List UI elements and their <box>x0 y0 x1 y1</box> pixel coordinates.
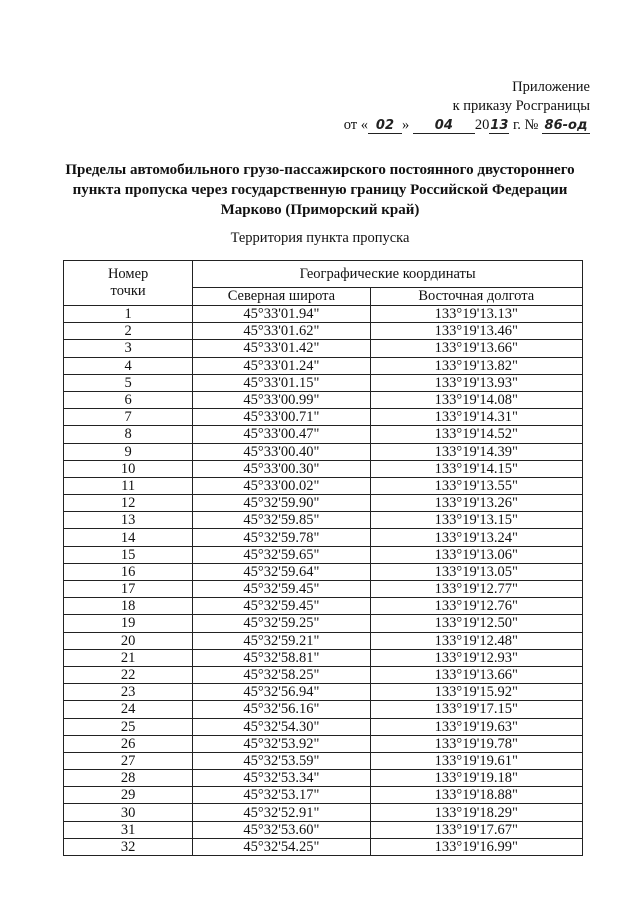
cell-latitude: 45°32'59.64" <box>193 563 370 580</box>
title-line-3: Марково (Приморский край) <box>220 202 420 218</box>
table-row <box>64 770 583 787</box>
appendix-label: Приложение <box>512 79 590 95</box>
cell-latitude: 45°33'01.62" <box>193 323 370 340</box>
table-row <box>64 340 583 357</box>
cell-latitude: 45°32'56.16" <box>193 701 370 718</box>
cell-point-number: 3 <box>64 340 193 357</box>
cell-longitude: 133°19'19.78" <box>370 735 582 752</box>
cell-latitude: 45°32'54.25" <box>193 838 370 855</box>
table-row <box>64 460 583 477</box>
cell-longitude: 133°19'13.66" <box>370 666 582 683</box>
table-row <box>64 443 583 460</box>
table-row <box>64 374 583 391</box>
cell-longitude: 133°19'13.15" <box>370 512 582 529</box>
header-point-number <box>64 261 193 306</box>
cell-latitude: 45°32'59.78" <box>193 529 370 546</box>
date-year-suffix: 13 <box>490 118 509 133</box>
cell-point-number: 23 <box>64 684 193 701</box>
cell-longitude: 133°19'14.15" <box>370 460 582 477</box>
cell-latitude: 45°32'54.30" <box>193 718 370 735</box>
title-line-2: пункта пропуска через государственную границу Российской Федерации <box>72 182 568 198</box>
table-row <box>64 357 583 374</box>
cell-latitude: 45°32'53.17" <box>193 787 370 804</box>
cell-point-number: 1 <box>64 306 193 323</box>
cell-point-number: 7 <box>64 409 193 426</box>
table-row <box>64 649 583 666</box>
table-row <box>64 477 583 494</box>
table-row <box>64 529 583 546</box>
cell-latitude: 45°32'59.21" <box>193 632 370 649</box>
table-row <box>64 598 583 615</box>
cell-point-number: 30 <box>64 804 193 821</box>
cell-point-number: 14 <box>64 529 193 546</box>
table-row <box>64 426 583 443</box>
section-subtitle: Территория пункта пропуска <box>230 230 410 246</box>
cell-point-number: 26 <box>64 735 193 752</box>
date-month: 04 <box>413 118 475 134</box>
cell-latitude: 45°33'00.99" <box>193 391 370 408</box>
cell-point-number: 25 <box>64 718 193 735</box>
table-row <box>64 684 583 701</box>
cell-longitude: 133°19'12.48" <box>370 632 582 649</box>
cell-longitude: 133°19'13.24" <box>370 529 582 546</box>
cell-point-number: 28 <box>64 770 193 787</box>
cell-point-number: 2 <box>64 323 193 340</box>
cell-point-number: 12 <box>64 495 193 512</box>
cell-latitude: 45°33'00.40" <box>193 443 370 460</box>
cell-longitude: 133°19'12.76" <box>370 598 582 615</box>
table-row <box>64 752 583 769</box>
cell-latitude: 45°33'00.71" <box>193 409 370 426</box>
cell-longitude: 133°19'15.92" <box>370 684 582 701</box>
cell-point-number: 13 <box>64 512 193 529</box>
cell-longitude: 133°19'14.08" <box>370 391 582 408</box>
cell-latitude: 45°32'59.65" <box>193 546 370 563</box>
header-longitude: Восточная долгота <box>370 288 582 306</box>
cell-latitude: 45°33'00.30" <box>193 460 370 477</box>
cell-point-number: 17 <box>64 581 193 598</box>
table-row <box>64 701 583 718</box>
cell-point-number: 18 <box>64 598 193 615</box>
cell-point-number: 5 <box>64 374 193 391</box>
coordinates-table <box>63 260 583 856</box>
cell-point-number: 29 <box>64 787 193 804</box>
order-number-label: г. № <box>512 117 539 133</box>
cell-latitude: 45°33'00.02" <box>193 477 370 494</box>
cell-latitude: 45°32'59.45" <box>193 581 370 598</box>
cell-longitude: 133°19'19.63" <box>370 718 582 735</box>
document-title <box>40 160 600 220</box>
date-separator: » <box>401 117 410 133</box>
table-row <box>64 735 583 752</box>
coordinates-table-body <box>64 306 583 856</box>
table-row <box>64 495 583 512</box>
cell-point-number: 8 <box>64 426 193 443</box>
cell-longitude: 133°19'14.31" <box>370 409 582 426</box>
table-row <box>64 306 583 323</box>
cell-latitude: 45°33'01.24" <box>193 357 370 374</box>
cell-latitude: 45°32'59.25" <box>193 615 370 632</box>
table-row <box>64 581 583 598</box>
table-row <box>64 615 583 632</box>
cell-latitude: 45°32'59.85" <box>193 512 370 529</box>
cell-longitude: 133°19'13.26" <box>370 495 582 512</box>
cell-latitude: 45°32'58.81" <box>193 649 370 666</box>
title-line-1: Пределы автомобильного грузо-пассажирского постоянного двустороннего <box>65 162 575 178</box>
cell-point-number: 9 <box>64 443 193 460</box>
cell-point-number: 20 <box>64 632 193 649</box>
cell-longitude: 133°19'13.82" <box>370 357 582 374</box>
cell-longitude: 133°19'13.66" <box>370 340 582 357</box>
cell-latitude: 45°32'53.92" <box>193 735 370 752</box>
cell-longitude: 133°19'12.93" <box>370 649 582 666</box>
cell-latitude: 45°32'53.60" <box>193 821 370 838</box>
cell-longitude: 133°19'19.61" <box>370 752 582 769</box>
table-row <box>64 546 583 563</box>
cell-longitude: 133°19'13.05" <box>370 563 582 580</box>
cell-longitude: 133°19'19.18" <box>370 770 582 787</box>
cell-point-number: 22 <box>64 666 193 683</box>
cell-longitude: 133°19'13.93" <box>370 374 582 391</box>
cell-point-number: 21 <box>64 649 193 666</box>
table-row <box>64 632 583 649</box>
cell-longitude: 133°19'13.46" <box>370 323 582 340</box>
cell-longitude: 133°19'18.88" <box>370 787 582 804</box>
cell-point-number: 32 <box>64 838 193 855</box>
cell-point-number: 15 <box>64 546 193 563</box>
table-row <box>64 666 583 683</box>
cell-longitude: 133°19'17.15" <box>370 701 582 718</box>
cell-point-number: 11 <box>64 477 193 494</box>
cell-latitude: 45°32'59.90" <box>193 495 370 512</box>
cell-latitude: 45°32'53.34" <box>193 770 370 787</box>
table-row <box>64 409 583 426</box>
cell-longitude: 133°19'14.39" <box>370 443 582 460</box>
cell-point-number: 27 <box>64 752 193 769</box>
cell-latitude: 45°33'00.47" <box>193 426 370 443</box>
cell-longitude: 133°19'12.50" <box>370 615 582 632</box>
table-row <box>64 563 583 580</box>
cell-latitude: 45°32'58.25" <box>193 666 370 683</box>
table-row <box>64 787 583 804</box>
order-number: 86-од <box>542 118 590 134</box>
cell-latitude: 45°33'01.94" <box>193 306 370 323</box>
cell-latitude: 45°32'59.45" <box>193 598 370 615</box>
cell-longitude: 133°19'18.29" <box>370 804 582 821</box>
cell-point-number: 16 <box>64 563 193 580</box>
appendix-order-ref: к приказу Росграницы <box>452 98 590 114</box>
cell-longitude: 133°19'17.67" <box>370 821 582 838</box>
cell-latitude: 45°33'01.42" <box>193 340 370 357</box>
header-latitude: Северная широта <box>193 288 370 306</box>
cell-point-number: 24 <box>64 701 193 718</box>
header-geo-coordinates: Географические координаты <box>193 261 583 288</box>
header-point-number-line-2: точки <box>110 283 146 299</box>
cell-point-number: 31 <box>64 821 193 838</box>
cell-longitude: 133°19'13.06" <box>370 546 582 563</box>
cell-longitude: 133°19'14.52" <box>370 426 582 443</box>
date-year-prefix: 20 <box>474 117 490 133</box>
table-row <box>64 821 583 838</box>
cell-point-number: 6 <box>64 391 193 408</box>
table-row <box>64 838 583 855</box>
cell-longitude: 133°19'12.77" <box>370 581 582 598</box>
cell-latitude: 45°32'56.94" <box>193 684 370 701</box>
header-point-number-line-1: Номер <box>107 266 149 282</box>
table-row <box>64 512 583 529</box>
cell-longitude: 133°19'16.99" <box>370 838 582 855</box>
cell-point-number: 19 <box>64 615 193 632</box>
table-row <box>64 391 583 408</box>
table-row <box>64 323 583 340</box>
cell-longitude: 133°19'13.13" <box>370 306 582 323</box>
table-row <box>64 804 583 821</box>
date-day: 02 <box>368 118 402 134</box>
cell-point-number: 10 <box>64 460 193 477</box>
cell-latitude: 45°32'52.91" <box>193 804 370 821</box>
appendix-date-line <box>310 116 590 135</box>
cell-longitude: 133°19'13.55" <box>370 477 582 494</box>
table-row <box>64 718 583 735</box>
appendix-header <box>310 78 590 135</box>
date-prefix: от « <box>343 117 368 133</box>
cell-latitude: 45°33'01.15" <box>193 374 370 391</box>
cell-point-number: 4 <box>64 357 193 374</box>
cell-latitude: 45°32'53.59" <box>193 752 370 769</box>
